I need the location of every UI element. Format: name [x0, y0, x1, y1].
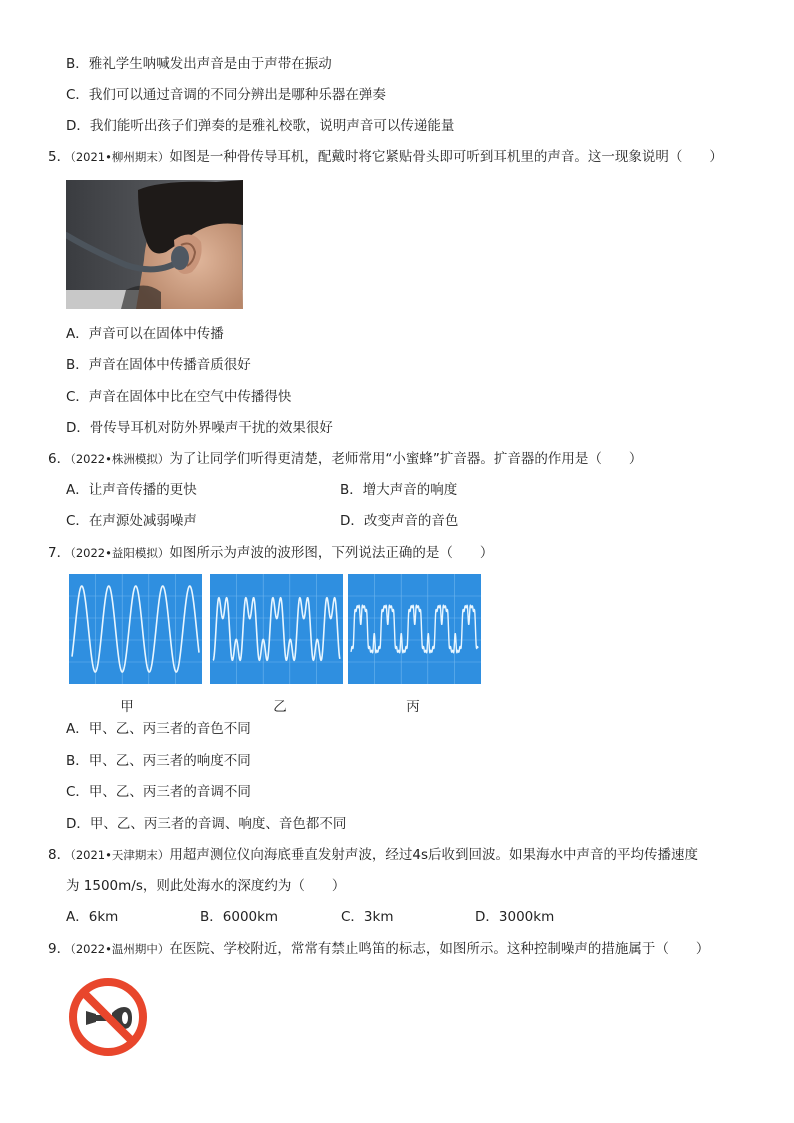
q7-option-c: C．甲、乙、丙三者的音调不同: [66, 784, 251, 800]
q4-option-d: D．我们能听出孩子们弹奏的是雅礼校歌，说明声音可以传递能量: [66, 118, 455, 134]
q5-option-a: A．声音可以在固体中传播: [66, 326, 224, 342]
q6-number: 6．: [48, 451, 71, 467]
q8-stem-line1: 用超声测位仪向海底垂直发射声波，经过4s后收到回波。如果海水中声音的平均传播速度: [169, 847, 699, 863]
q9-stem: 在医院、学校附近，常常有禁止鸣笛的标志，如图所示。这种控制噪声的措施属于（ ）: [169, 941, 710, 957]
q5-option-b: B．声音在固体中传播音质很好: [66, 357, 251, 373]
q7-stem-line: [48, 544, 493, 562]
q6-source: （2022•株洲模拟）: [70, 452, 170, 466]
q5-option-d: D．骨传导耳机对防外界噪声干扰的效果很好: [66, 420, 333, 436]
q6-option-d: D．改变声音的音色: [340, 513, 459, 529]
q7-number: 7．: [48, 545, 71, 561]
q9-number: 9．: [48, 941, 71, 957]
q5-option-c: C．声音在固体中比在空气中传播得快: [66, 389, 292, 405]
q5-stem-line: [48, 148, 723, 166]
q6-option-a: A．让声音传播的更快: [66, 482, 197, 498]
q8-stem-line: [48, 846, 698, 864]
q8-stem-line2: 为 1500m/s，则此处海水的深度约为（ ）: [66, 878, 346, 894]
q6-option-b: B．增大声音的响度: [340, 482, 458, 498]
q4-option-c: C．我们可以通过音调的不同分辨出是哪种乐器在弹奏: [66, 87, 386, 103]
q6-option-c: C．在声源处减弱噪声: [66, 513, 197, 529]
q5-source: （2021•柳州期末）: [70, 150, 170, 164]
waveform-caption-jia: 甲: [120, 699, 134, 715]
no-honking-sign-icon: [68, 977, 148, 1057]
q8-option-c: C．3km: [341, 909, 394, 925]
q5-stem: 如图是一种骨传导耳机，配戴时将它紧贴骨头即可听到耳机里的声音。这一现象说明（ ）: [169, 149, 723, 165]
q8-option-b: B．6000km: [200, 909, 279, 925]
waveform-jia: [69, 574, 202, 684]
waveform-bing: [348, 574, 481, 684]
q8-option-a: A．6km: [66, 909, 119, 925]
q6-stem: 为了让同学们听得更清楚，老师常用“小蜜蜂”扩音器。扩音器的作用是（ ）: [169, 451, 643, 467]
q7-option-d: D．甲、乙、丙三者的音调、响度、音色都不同: [66, 816, 347, 832]
waveform-caption-bing: 丙: [406, 699, 420, 715]
q6-stem-line: [48, 450, 642, 468]
q9-stem-line: [48, 940, 709, 958]
q4-option-b: B．雅礼学生呐喊发出声音是由于声带在振动: [66, 56, 332, 72]
q5-number: 5．: [48, 149, 71, 165]
bone-conduction-headphone-photo: [66, 180, 243, 309]
q7-option-a: A．甲、乙、丙三者的音色不同: [66, 721, 251, 737]
waveform-caption-yi: 乙: [273, 699, 287, 715]
q7-source: （2022•益阳模拟）: [70, 546, 170, 560]
waveform-yi: [210, 574, 343, 684]
q9-source: （2022•温州期中）: [70, 942, 170, 956]
q7-option-b: B．甲、乙、丙三者的响度不同: [66, 753, 251, 769]
q8-source: （2021•天津期末）: [70, 848, 170, 862]
q7-stem: 如图所示为声波的波形图，下列说法正确的是（ ）: [169, 545, 494, 561]
q8-option-d: D．3000km: [475, 909, 555, 925]
q8-number: 8．: [48, 847, 71, 863]
